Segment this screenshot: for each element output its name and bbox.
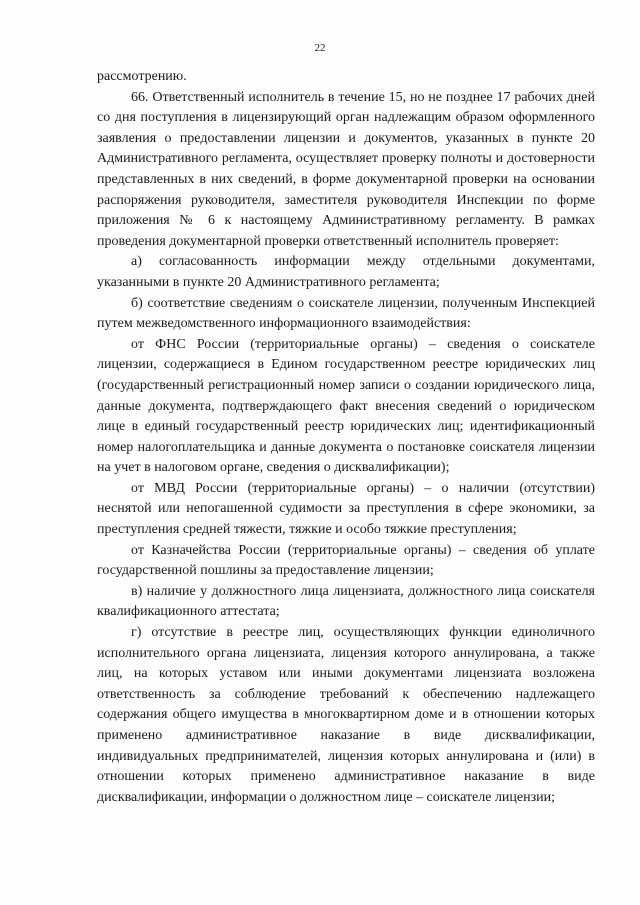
paragraph-fns-info: от ФНС России (территориальные органы) – сведения о соискателе лицензии, содержащиеся в Едином государственном реестре юридических лиц (государственный регистрационный номер записи о создании юридического лица, данные документа, подтверждающего факт внесения сведений о юридическом лице в единый государственный реестр юридических лиц; идентификационный номер налогоплательщика и данные документа о постановке соискателя лицензии на учет в налоговом органе, сведения о дисквалификации); — [97, 336, 595, 476]
page-number: 22 — [314, 42, 326, 54]
paragraph-item-66: 66. Ответственный исполнитель в течение 15, но не позднее 17 рабочих дней со дня поступления в лицензирующий орган надлежащим образом оформленного заявления о предоставлении лицензии и документов, указанных в пункте 20 Административного регламента, осуществляет проверку полноты и достоверности представленных в них сведений, в форме документарной проверки на основании распоряжения руководителя, заместителя руководителя Инспекции по форме приложения № 6 к настоящему Административному регламенту. В рамках проведения документарной проверки ответственный исполнитель проверяет: — [97, 89, 595, 249]
paragraph-subitem-a: а) согласованность информации между отдельными документами, указанными в пункте 20 Административного регламента; — [97, 254, 595, 290]
document-body — [97, 67, 595, 808]
paragraph-mvd-info: от МВД России (территориальные органы) – о наличии (отсутствии) неснятой или непогашенной судимости за преступления в сфере экономики, за преступления средней тяжести, тяжкие и особо тяжкие преступления; — [97, 480, 595, 538]
paragraph-subitem-g: г) отсутствие в реестре лиц, осуществляющих функции единоличного исполнительного органа лицензиата, лицензия которого аннулирована, а также лиц, на которых уставом или иными документами лицензиата возложена ответственность за соблюдение требований к обеспечению надлежащего содержания общего имущества в многоквартирном доме и в отношении которых применено административное наказание в виде дисквалификации, индивидуальных предпринимателей, лицензия которых аннулирована и (или) в отношении которых применено административное наказание в виде дисквалификации, информации о должностном лице – соискателе лицензии; — [97, 625, 595, 805]
paragraph-subitem-v: в) наличие у должностного лица лицензиата, должностного лица соискателя квалификационного аттестата; — [97, 583, 595, 620]
paragraph-subitem-b: б) соответствие сведениям о соискателе лицензии, полученным Инспекцией путем межведомственного информационного взаимодействия: — [97, 295, 595, 332]
paragraph-continuation: рассмотрению. — [97, 69, 187, 84]
paragraph-treasury-info: от Казначейства России (территориальные органы) – сведения об уплате государственной пошлины за предоставление лицензии; — [97, 542, 595, 579]
